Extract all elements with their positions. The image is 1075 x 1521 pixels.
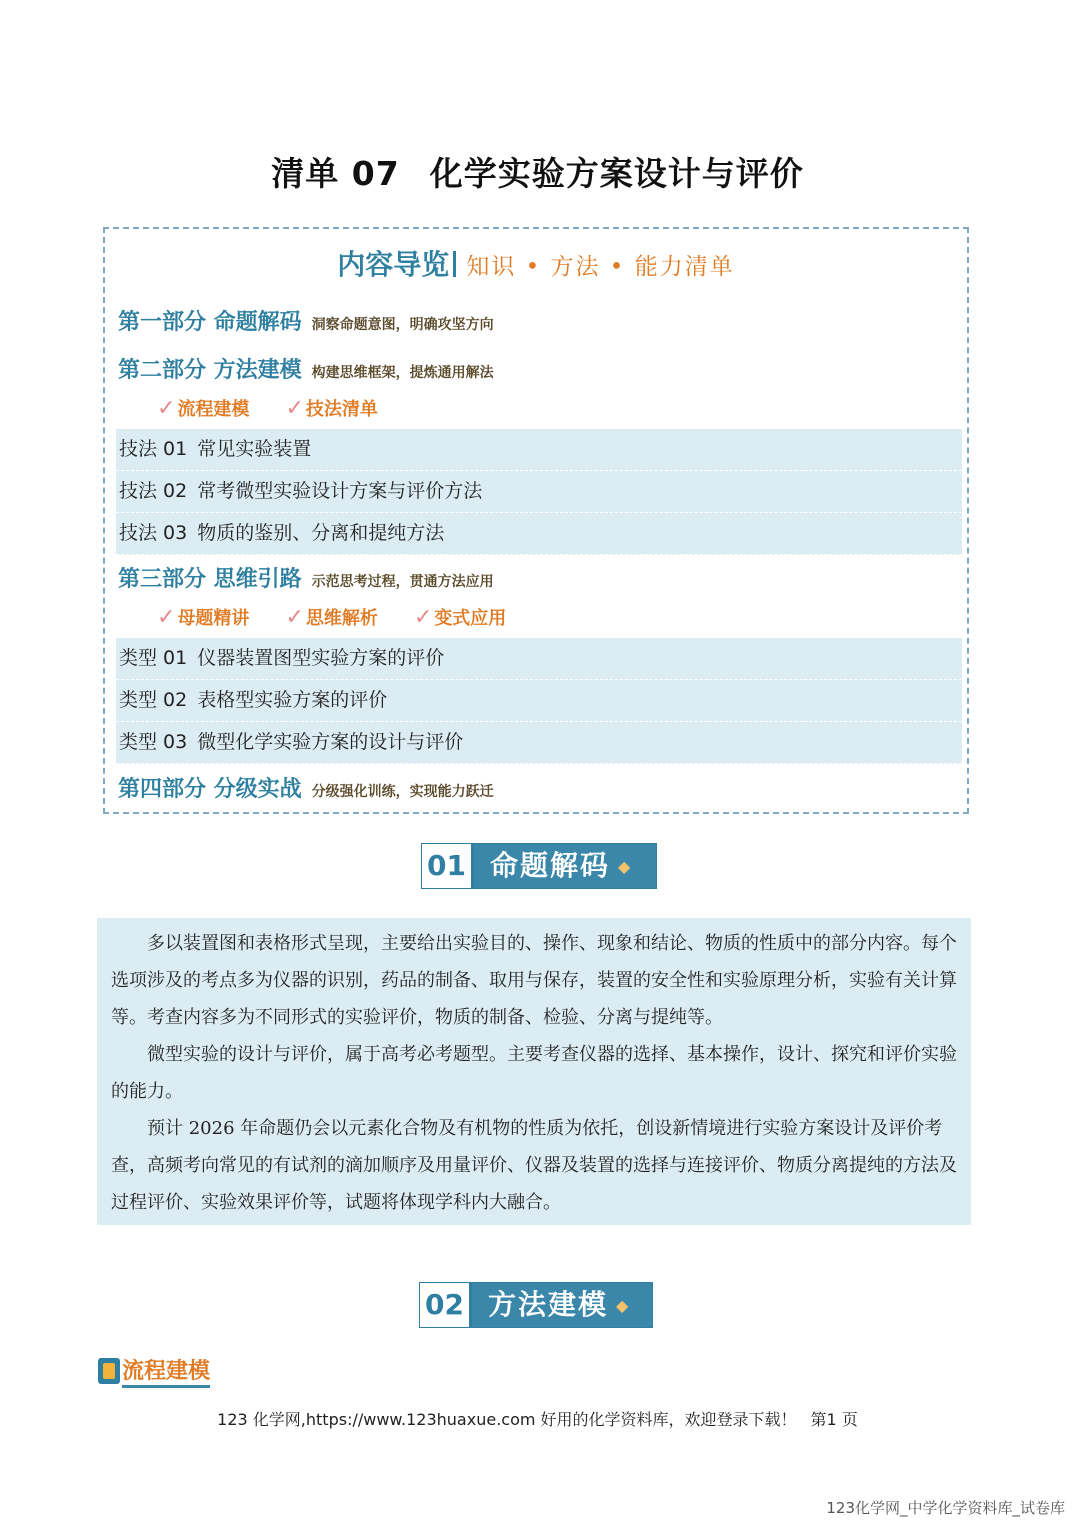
footer-text: 123 化学网,https://www.123huaxue.com 好用的化学资料库，欢迎登录下载！ <box>217 1410 797 1429</box>
check-item: ✓ 思维解析 <box>285 605 378 630</box>
section-2-number: 02 <box>420 1283 472 1327</box>
part-3 <box>118 562 494 593</box>
content-overview-box <box>103 227 969 814</box>
toc-title: 内容导览 <box>337 248 450 281</box>
part-2-desc: 构建思维框架，提炼通用解法 <box>311 365 494 381</box>
part-4 <box>118 772 494 803</box>
checkmark-icon: ✓ <box>285 396 304 421</box>
section-1-badge <box>421 843 657 889</box>
page-number: 第1 页 <box>810 1410 858 1429</box>
page-title <box>0 148 1075 195</box>
check-item: ✓ 流程建模 <box>157 396 250 421</box>
type-row: 类型 01 仪器装置图型实验方案的评价 <box>116 638 962 680</box>
flow-modeling-heading <box>98 1354 210 1385</box>
title-main: 化学实验方案设计与评价 <box>429 154 804 193</box>
intro-paragraph: 多以装置图和表格形式呈现，主要给出实验目的、操作、现象和结论、物质的性质中的部分内容。每个选项涉及的考点多为仪器的识别，药品的制备、取用与保存，装置的安全性和实验原理分析，实验有关计算等。考查内容多为不同形式的实验评价，物质的制备、检验、分离与提纯等。 <box>111 933 957 1028</box>
diamond-icon: ◆ <box>618 857 633 876</box>
part-3-checks <box>157 604 542 630</box>
toc-divider <box>453 251 456 277</box>
intro-paragraph: 微型实验的设计与评价，属于高考必考题型。主要考查仪器的选择、基本操作，设计、探究和评价实验的能力。 <box>111 1044 957 1102</box>
toc-heading <box>105 243 967 283</box>
intro-box <box>97 918 971 1225</box>
check-item: ✓ 变式应用 <box>413 605 507 630</box>
technique-row: 技法 01 常见实验装置 <box>116 429 962 471</box>
techniques-list <box>116 429 962 555</box>
intro-paragraph: 预计 2026 年命题仍会以元素化合物及有机物的性质为依托，创设新情境进行实验方案设计及评价考查，高频考向常见的有试剂的滴加顺序及用量评价、仪器及装置的选择与连接评价、物质分离提纯的方法及过程评价、实验效果评价等，试题将体现学科内大融合。 <box>111 1118 957 1213</box>
checkmark-icon: ✓ <box>157 396 176 421</box>
part-4-name: 第四部分 分级实战 <box>118 777 302 802</box>
checkmark-icon: ✓ <box>157 605 176 630</box>
types-list <box>116 638 962 764</box>
section-2-label: 方法建模 ◆ <box>472 1283 652 1327</box>
checkmark-icon: ✓ <box>285 605 304 630</box>
type-row: 类型 02 表格型实验方案的评价 <box>116 680 962 722</box>
diamond-icon: ◆ <box>616 1296 631 1315</box>
section-1-number: 01 <box>422 844 474 888</box>
section-2-badge <box>419 1282 653 1328</box>
part-1 <box>118 305 494 336</box>
page-footer <box>0 1407 1075 1430</box>
part-2 <box>118 353 494 384</box>
toc-subtitle: 知识 • 方法 • 能力清单 <box>466 254 735 280</box>
checkmark-icon: ✓ <box>413 605 433 630</box>
watermark: 123化学网_中学化学资料库_试卷库 <box>826 1499 1065 1517</box>
part-3-desc: 示范思考过程，贯通方法应用 <box>311 574 494 590</box>
clipboard-icon <box>98 1358 120 1384</box>
part-1-name: 第一部分 命题解码 <box>118 310 302 335</box>
part-4-desc: 分级强化训练，实现能力跃迁 <box>311 784 494 800</box>
part-1-desc: 洞察命题意图，明确攻坚方向 <box>311 317 494 333</box>
title-prefix: 清单 07 <box>271 154 400 193</box>
technique-row: 技法 03 物质的鉴别、分离和提纯方法 <box>116 513 962 555</box>
part-2-name: 第二部分 方法建模 <box>118 358 302 383</box>
type-row: 类型 03 微型化学实验方案的设计与评价 <box>116 722 962 764</box>
part-2-checks <box>157 395 414 421</box>
check-item: ✓ 技法清单 <box>285 396 378 421</box>
part-3-name: 第三部分 思维引路 <box>118 567 302 592</box>
technique-row: 技法 02 常考微型实验设计方案与评价方法 <box>116 471 962 513</box>
flow-modeling-label: 流程建模 <box>122 1359 210 1388</box>
section-1-label: 命题解码 ◆ <box>474 844 656 888</box>
check-item: ✓ 母题精讲 <box>157 605 250 630</box>
